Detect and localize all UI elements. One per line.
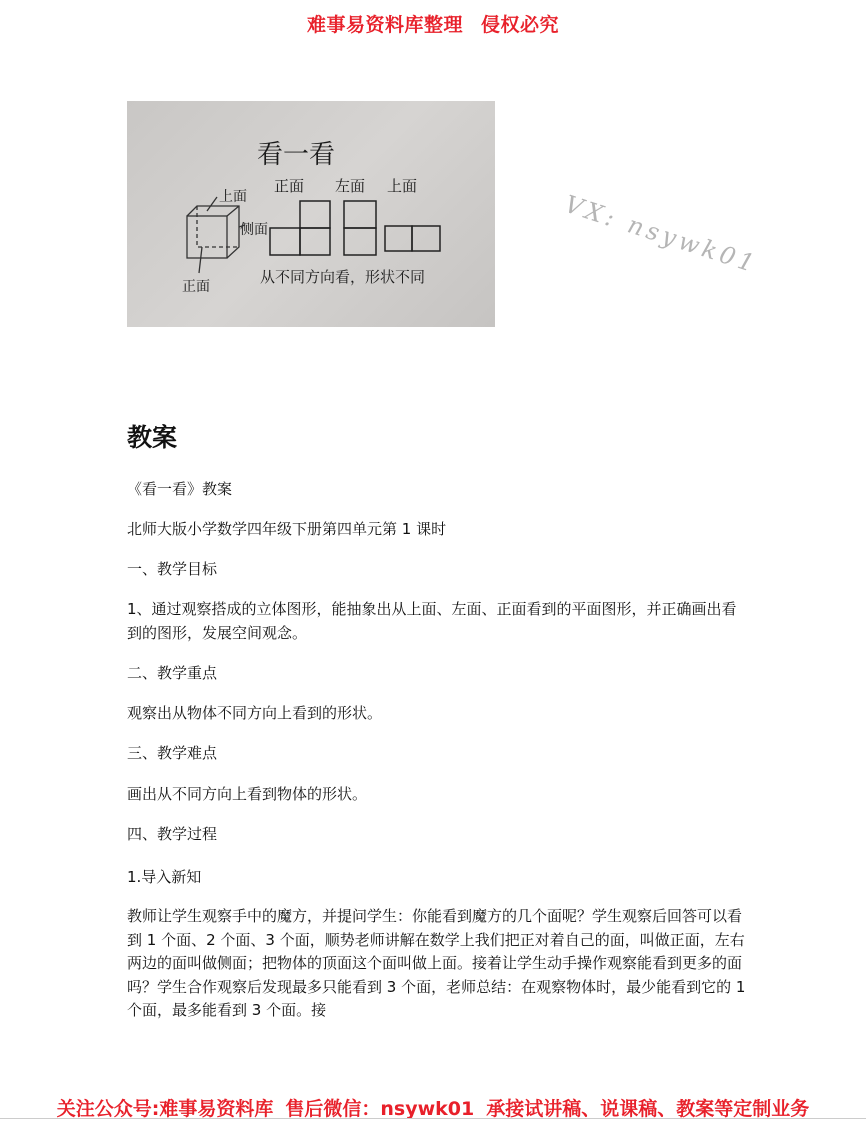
footer-services: 承接试讲稿、说课稿、教案等定制业务 xyxy=(486,1098,810,1120)
view-sketches xyxy=(270,201,440,255)
section-heading-process: 四、教学过程 xyxy=(127,825,218,843)
cube-label-top: 上面 xyxy=(219,189,247,205)
header-left-text: 难事易资料库整理 xyxy=(306,14,463,36)
doc-title: 教案 xyxy=(127,423,178,452)
lesson-info: 北师大版小学数学四年级下册第四单元第 1 课时 xyxy=(127,520,447,538)
key-point-text: 观察出从物体不同方向上看到的形状。 xyxy=(127,704,383,722)
cube-sketch xyxy=(187,197,245,273)
difficulty-text: 画出从不同方向上看到物体的形状。 xyxy=(127,785,368,803)
header-right-text: 侵权必究 xyxy=(481,14,560,36)
footer-wechat: 售后微信：nsywk01 xyxy=(285,1098,475,1120)
lesson-title: 《看一看》教案 xyxy=(127,480,233,498)
section-heading-key-points: 二、教学重点 xyxy=(127,664,218,682)
watermark: VX: nsywk01 xyxy=(561,190,762,279)
footer-banner xyxy=(0,1094,866,1121)
photo-drawing xyxy=(127,101,495,327)
handwritten-photo xyxy=(127,101,495,327)
photo-label-left: 左面 xyxy=(335,177,366,195)
footer-divider xyxy=(0,1118,866,1119)
photo-label-front: 正面 xyxy=(274,177,305,195)
photo-caption: 从不同方向看，形状不同 xyxy=(260,268,426,286)
footer-follow: 关注公众号:难事易资料库 xyxy=(56,1098,274,1120)
photo-label-top: 上面 xyxy=(387,177,418,195)
photo-title: 看一看 xyxy=(257,140,336,170)
section-heading-difficulties: 三、教学难点 xyxy=(127,744,218,762)
subheading-intro: 1.导入新知 xyxy=(127,868,202,886)
goal-text: 1、通过观察搭成的立体图形，能抽象出从上面、左面、正面看到的平面图形，并正确画出看到的图形，发展空间观念。 xyxy=(127,600,737,642)
header-banner xyxy=(0,10,866,37)
section-heading-goals: 一、教学目标 xyxy=(127,560,218,578)
intro-paragraph: 教师让学生观察手中的魔方，并提问学生：你能看到魔方的几个面呢？学生观察后回答可以看到 1 个面、2 个面、3 个面，顺势老师讲解在数学上我们把正对着自己的面，叫做正面，左右两边的面叫做侧面；把物体的顶面这个面叫做上面。接着让学生动手操作观察能看到更多的面吗？学生合作观察后发现最多只能看到 3 个面，老师总结：在观察物体时，最少能看到它的 1 个面，最多能看到 3 个面。接 xyxy=(127,907,746,1019)
cube-label-front: 正面 xyxy=(182,279,210,295)
cube-label-side: 侧面 xyxy=(240,222,268,238)
